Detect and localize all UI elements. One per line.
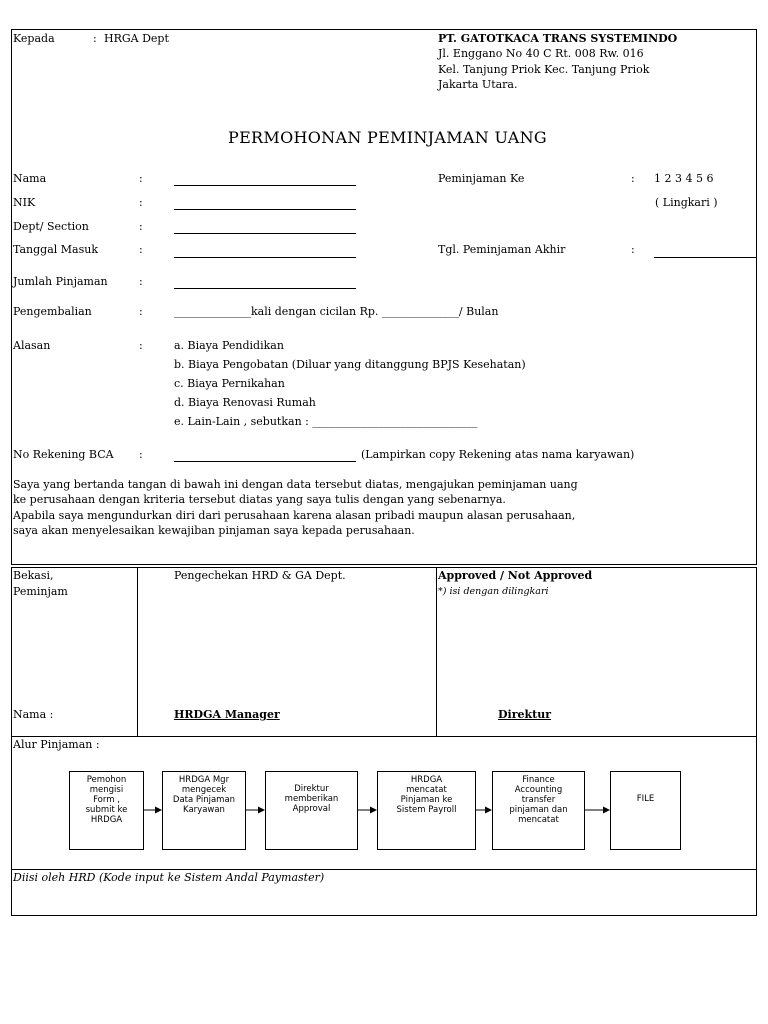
sig-pengecekan: Pengechekan HRD & GA Dept. — [174, 569, 346, 582]
address-line-1: Jl. Enggano No 40 C Rt. 008 Rw. 016 — [438, 47, 644, 60]
statement-line-3: Apabila saya mengundurkan diri dari perusahaan karena alasan pribadi maupun alasan perusahaan, — [13, 509, 576, 522]
sig-hrdga-manager: HRDGA Manager — [174, 708, 280, 721]
field-peminjaman-ke-sep: : — [631, 172, 635, 185]
field-dept-label: Dept/ Section — [13, 220, 89, 233]
flow-step-6-text: FILE — [636, 794, 655, 804]
field-nama-label: Nama — [13, 172, 47, 185]
lingkari-note: ( Lingkari ) — [655, 196, 718, 209]
field-jumlah-sep: : — [139, 275, 143, 288]
field-nik-sep: : — [139, 196, 143, 209]
field-rekening-sep: : — [139, 448, 143, 461]
sig-isi-note: *) isi dengan dilingkari — [438, 586, 549, 597]
rekening-note: (Lampirkan copy Rekening atas nama karyawan) — [361, 448, 635, 461]
company-name: PT. GATOTKACA TRANS SYSTEMINDO — [438, 32, 678, 45]
kepada-value: HRGA Dept — [104, 32, 169, 45]
alasan-item-d[interactable]: d. Biaya Renovasi Rumah — [174, 396, 316, 409]
field-tgl-akhir-sep: : — [631, 243, 635, 256]
field-rekening-label: No Rekening BCA — [13, 448, 114, 461]
peminjaman-ke-options[interactable]: 1 2 3 4 5 6 — [654, 172, 714, 185]
field-pengembalian-label: Pengembalian — [13, 305, 92, 318]
statement-line-1: Saya yang bertanda tangan di bawah ini dengan data tersebut diatas, mengajukan peminjaman uang — [13, 478, 578, 491]
flow-step-1-text: Pemohon mengisi Form , submit ke HRDGA — [85, 775, 128, 825]
statement-line-4: saya akan menyelesaikan kewajiban pinjaman saya kepada perusahaan. — [13, 524, 415, 537]
footer-note: Diisi oleh HRD (Kode input ke Sistem Andal Paymaster) — [13, 871, 325, 884]
flow-step-5-text: Finance Accounting transfer pinjaman dan mencatat — [509, 775, 568, 825]
kepada-sep: : — [93, 32, 97, 45]
field-nama-sep: : — [139, 172, 143, 185]
field-alasan-sep: : — [139, 339, 143, 352]
field-dept-sep: : — [139, 220, 143, 233]
field-pengembalian-text[interactable]: ______________kali dengan cicilan Rp. ______________/ Bulan — [174, 305, 499, 318]
field-alasan-label: Alasan — [13, 339, 51, 352]
sig-peminjam: Peminjam — [13, 585, 68, 598]
field-tanggal-masuk-sep: : — [139, 243, 143, 256]
address-line-3: Jakarta Utara. — [438, 78, 518, 91]
alasan-item-c[interactable]: c. Biaya Pernikahan — [174, 377, 285, 390]
alasan-item-e[interactable]: e. Lain-Lain , sebutkan : ______________________________ — [174, 415, 478, 428]
kepada-label: Kepada — [13, 32, 55, 45]
alasan-item-b[interactable]: b. Biaya Pengobatan (Diluar yang ditanggung BPJS Kesehatan) — [174, 358, 526, 371]
statement-line-2: ke perusahaan dengan kriteria tersebut diatas yang saya tulis dengan yang sebenarnya. — [13, 493, 506, 506]
sig-direktur: Direktur — [498, 708, 552, 721]
sig-approved[interactable]: Approved / Not Approved — [438, 569, 593, 582]
flow-title: Alur Pinjaman : — [13, 738, 100, 751]
field-tanggal-masuk-label: Tanggal Masuk — [13, 243, 98, 256]
field-jumlah-label: Jumlah Pinjaman — [13, 275, 108, 288]
field-tgl-akhir-label: Tgl. Peminjaman Akhir — [438, 243, 566, 256]
field-peminjaman-ke-label: Peminjaman Ke — [438, 172, 525, 185]
page-title: PERMOHONAN PEMINJAMAN UANG — [228, 128, 547, 147]
address-line-2: Kel. Tanjung Priok Kec. Tanjung Priok — [438, 63, 650, 76]
field-pengembalian-sep: : — [139, 305, 143, 318]
field-nik-label: NIK — [13, 196, 36, 209]
flow-step-4-text: HRDGA mencatat Pinjaman ke Sistem Payroll — [396, 775, 457, 815]
flow-step-2-text: HRDGA Mgr mengecek Data Pinjaman Karyawan — [172, 775, 236, 815]
sig-bekasi: Bekasi, — [13, 569, 54, 582]
flow-step-3-text: Direktur memberikan Approval — [284, 784, 339, 814]
sig-nama-label: Nama : — [13, 708, 54, 721]
alasan-item-a[interactable]: a. Biaya Pendidikan — [174, 339, 284, 352]
